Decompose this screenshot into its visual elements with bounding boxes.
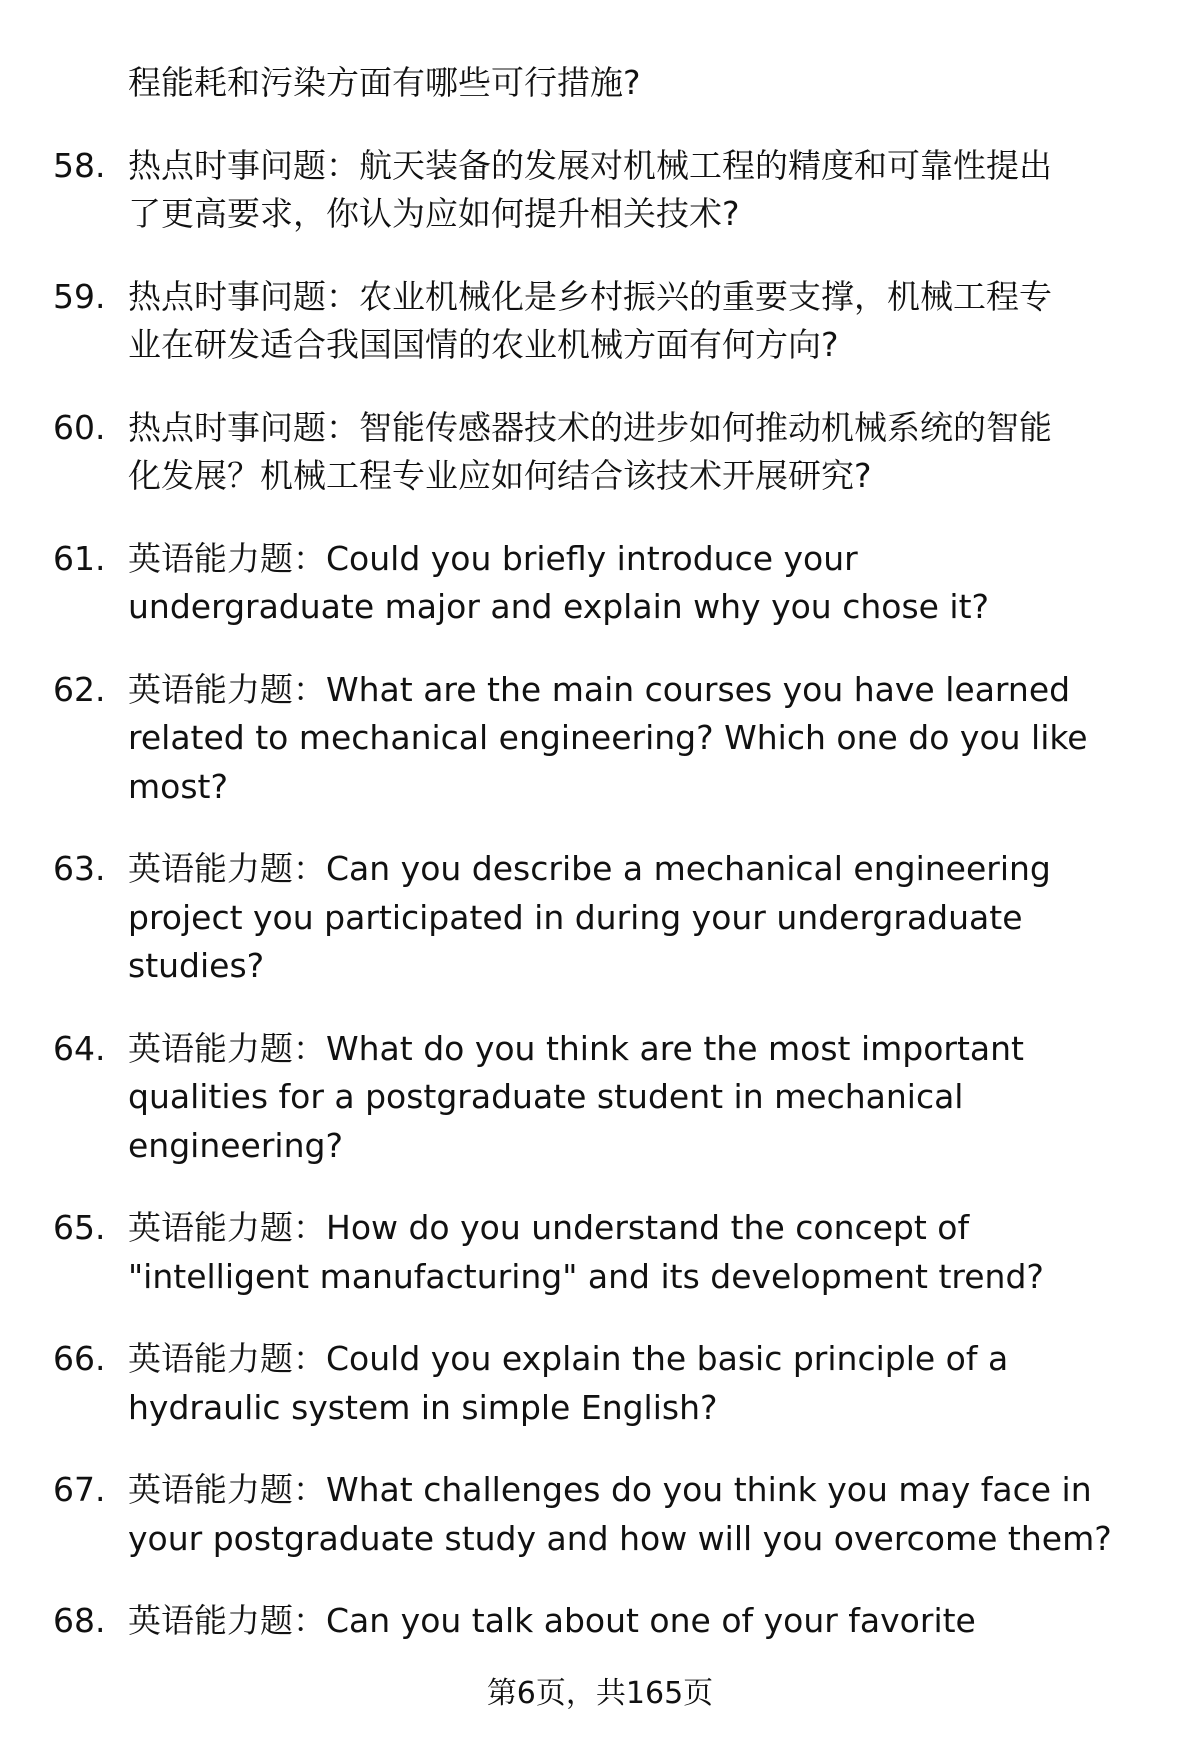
- question-text-line: qualities for a postgraduate student in mechanical: [128, 1077, 964, 1116]
- question-text-line: most?: [128, 766, 228, 806]
- question-item: [0, 666, 1200, 812]
- question-text-line: 化发展？机械工程专业应如何结合该技术开展研究?: [128, 456, 872, 495]
- question-text-line: 英语能力题：Could you briefly introduce your: [128, 538, 858, 578]
- question-text: [128, 1025, 1200, 1171]
- question-text-line: studies?: [128, 946, 265, 985]
- question-text: [128, 59, 1200, 108]
- page-number: 第6页，共165页: [486, 1676, 714, 1711]
- question-item: [0, 1466, 1200, 1563]
- question-number: 62.: [53, 669, 106, 709]
- question-text: [128, 845, 1200, 991]
- question-item: [0, 273, 1200, 370]
- question-text: [128, 1597, 1200, 1646]
- question-item: [0, 1597, 1200, 1646]
- question-number: 59.: [53, 276, 106, 316]
- question-number: 64.: [53, 1028, 106, 1068]
- question-item: [0, 535, 1200, 632]
- question-number: 67.: [53, 1470, 106, 1509]
- question-list: [0, 59, 1200, 1680]
- question-item: [0, 59, 1200, 108]
- question-item: [0, 845, 1200, 991]
- question-item: [0, 1025, 1200, 1171]
- question-number: 65.: [53, 1208, 106, 1247]
- question-text-line: hydraulic system in simple English?: [128, 1387, 718, 1427]
- question-number: 60.: [53, 407, 106, 447]
- question-text-line: 英语能力题：What challenges do you think you may face in: [128, 1470, 1092, 1509]
- question-number: 68.: [53, 1601, 106, 1640]
- question-text: [128, 666, 1200, 812]
- question-number: 61.: [53, 538, 106, 578]
- question-text-line: "intelligent manufacturing" and its development trend?: [128, 1256, 1044, 1296]
- question-text-line: 热点时事问题：航天装备的发展对机械工程的精度和可靠性提出: [128, 145, 1052, 185]
- question-text-line: 英语能力题：Can you describe a mechanical engineering: [128, 849, 1051, 888]
- question-text-line: 英语能力题：How do you understand the concept of: [128, 1208, 970, 1247]
- question-item: [0, 404, 1200, 501]
- question-text-line: 程能耗和污染方面有哪些可行措施?: [128, 63, 641, 102]
- question-text-line: 英语能力题：Could you explain the basic principle of a: [128, 1339, 1009, 1378]
- question-text-line: 业在研发适合我国国情的农业机械方面有何方向?: [128, 325, 839, 364]
- question-text-line: 热点时事问题：农业机械化是乡村振兴的重要支撑，机械工程专: [128, 276, 1052, 316]
- question-text: [128, 535, 1200, 632]
- question-text-line: 热点时事问题：智能传感器技术的进步如何推动机械系统的智能: [128, 407, 1052, 447]
- question-text: [128, 142, 1200, 239]
- question-text-line: 英语能力题：Can you talk about one of your favorite: [128, 1601, 976, 1640]
- question-text: [128, 1204, 1200, 1301]
- question-text: [128, 1335, 1200, 1432]
- question-text-line: engineering?: [128, 1125, 343, 1165]
- question-number: 58.: [53, 145, 106, 185]
- question-text-line: related to mechanical engineering? Which one do you like: [128, 718, 1088, 757]
- question-item: [0, 142, 1200, 239]
- question-text: [128, 404, 1200, 501]
- question-number: 66.: [53, 1339, 106, 1378]
- question-text-line: project you participated in during your undergraduate: [128, 897, 1023, 937]
- question-text-line: undergraduate major and explain why you chose it?: [128, 587, 990, 626]
- question-text-line: 英语能力题：What are the main courses you have learned: [128, 669, 1071, 709]
- question-text: [128, 273, 1200, 370]
- question-text-line: your postgraduate study and how will you overcome them?: [128, 1518, 1112, 1558]
- question-text-line: 了更高要求，你认为应如何提升相关技术?: [128, 194, 740, 233]
- question-text: [128, 1466, 1200, 1563]
- question-item: [0, 1204, 1200, 1301]
- question-text-line: 英语能力题：What do you think are the most important: [128, 1028, 1024, 1068]
- question-item: [0, 1335, 1200, 1432]
- question-number: 63.: [53, 849, 106, 888]
